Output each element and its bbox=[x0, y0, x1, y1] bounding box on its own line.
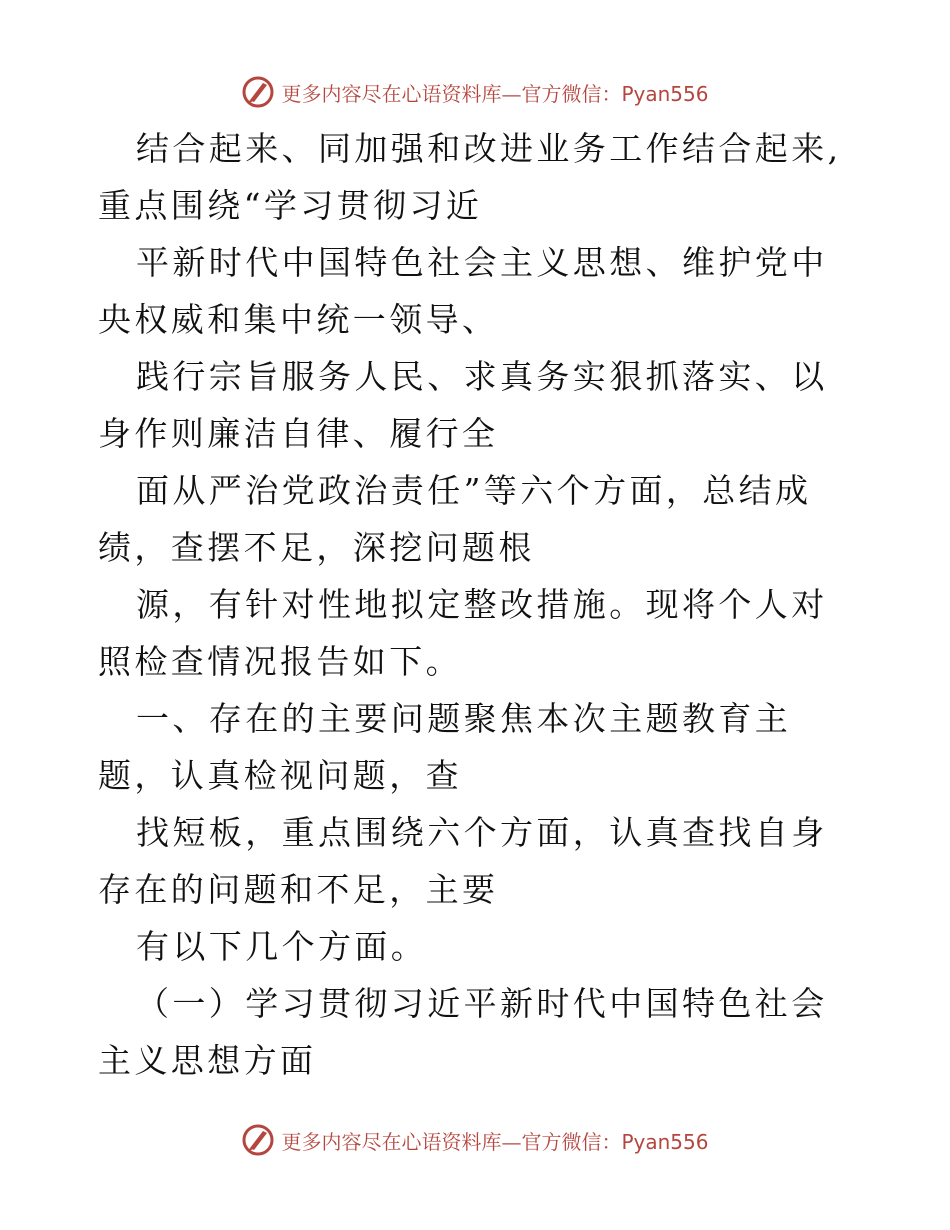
banner-text: 更多内容尽在心语资料库—官方微信：Pyan556 bbox=[281, 81, 709, 106]
paragraph: 平新时代中国特色社会主义思想、维护党中央权威和集中统一领导、 bbox=[98, 243, 828, 339]
paragraph: 有以下几个方面。 bbox=[136, 927, 428, 966]
paragraph: 找短板，重点围绕六个方面，认真查找自身存在的问题和不足，主要 bbox=[98, 813, 828, 909]
footer-banner bbox=[0, 1120, 950, 1160]
paragraph: 一、存在的主要问题聚焦本次主题教育主题，认真检视问题，查 bbox=[98, 699, 792, 795]
paragraph: 践行宗旨服务人民、求真务实狠抓落实、以身作则廉洁自律、履行全 bbox=[98, 357, 828, 453]
paragraph: 源，有针对性地拟定整改措施。现将个人对照检查情况报告如下。 bbox=[98, 585, 828, 681]
paragraph: 结合起来、同加强和改进业务工作结合起来,重点围绕“学习贯彻习近 bbox=[98, 129, 842, 225]
section-heading: （一）学习贯彻习近平新时代中国特色社会主义思想方面 bbox=[98, 984, 828, 1080]
paragraph: 面从严治党政治责任”等六个方面，总结成绩，查摆不足，深挖问题根 bbox=[98, 471, 812, 567]
quill-logo-icon bbox=[241, 1123, 275, 1157]
header-banner bbox=[0, 72, 950, 112]
document-body bbox=[98, 120, 858, 1089]
quill-logo-icon bbox=[241, 75, 275, 109]
banner-text: 更多内容尽在心语资料库—官方微信：Pyan556 bbox=[281, 1129, 709, 1154]
